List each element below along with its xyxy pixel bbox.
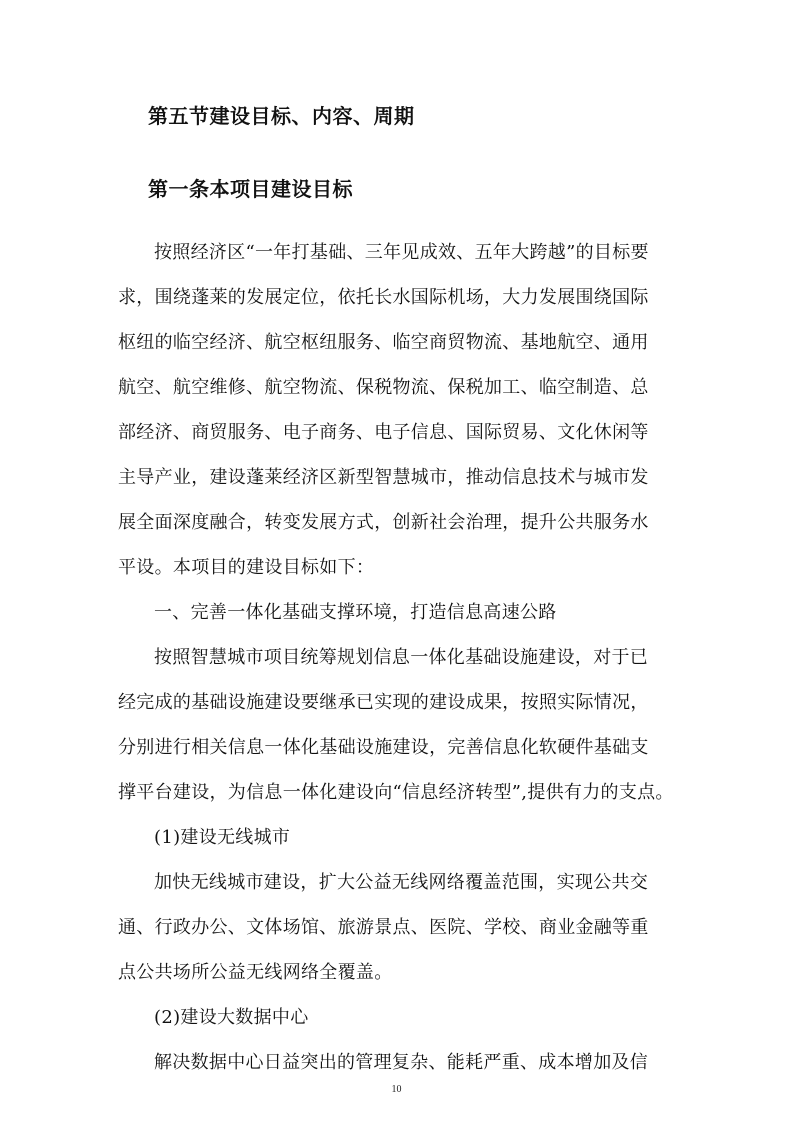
paragraph-line: 点公共场所公益无线网络全覆盖。 [118,962,393,983]
paragraph-line: 解决数据中心日益突出的管理复杂、能耗严重、成本增加及信 [154,1052,649,1073]
section-heading: 第五节建设目标、内容、周期 [148,104,415,128]
article-heading: 第一条本项目建设目标 [148,177,353,201]
paragraph-line: 经完成的基础设施建设要继承已实现的建设成果，按照实际情况， [118,692,649,713]
page-number: 10 [391,1084,402,1095]
paragraph-line: 航空、航空维修、航空物流、保税物流、保税加工、临空制造、总 [118,377,649,398]
paragraph-line: 撑平台建设，为信息一体化建设向“信息经济转型”,提供有力的支点。 [118,782,674,803]
paragraph-line: 通、行政办公、文体场馆、旅游景点、医院、学校、商业金融等重 [118,917,649,938]
paragraph-line: 主导产业，建设蓬莱经济区新型智慧城市，推动信息技术与城市发 [118,467,649,488]
paragraph-line: 加快无线城市建设，扩大公益无线网络覆盖范围，实现公共交 [154,872,649,893]
paragraph-line: 分别进行相关信息一体化基础设施建设，完善信息化软硬件基础支 [118,737,649,758]
paragraph-line: 平设。本项目的建设目标如下： [118,557,375,578]
paragraph-line: 部经济、商贸服务、电子商务、电子信息、国际贸易、文化休闲等 [118,422,649,443]
paragraph-line: 展全面深度融合，转变发展方式，创新社会治理，提升公共服务水 [118,512,649,533]
paragraph-line: 求，围绕蓬莱的发展定位，依托长水国际机场，大力发展围绕国际 [118,287,649,308]
subheading-line: 一、完善一体化基础支撑环境，打造信息高速公路 [154,602,557,623]
paragraph-line: 按照智慧城市项目统筹规划信息一体化基础设施建设，对于已 [154,647,649,668]
paragraph-line: 按照经济区“一年打基础、三年见成效、五年大跨越”的目标要 [154,242,649,263]
subheading-line: (2)建设大数据中心 [154,1007,309,1028]
paragraph-line: 枢纽的临空经济、航空枢纽服务、临空商贸物流、基地航空、通用 [118,332,649,353]
subheading-line: (1)建设无线城市 [154,827,291,848]
